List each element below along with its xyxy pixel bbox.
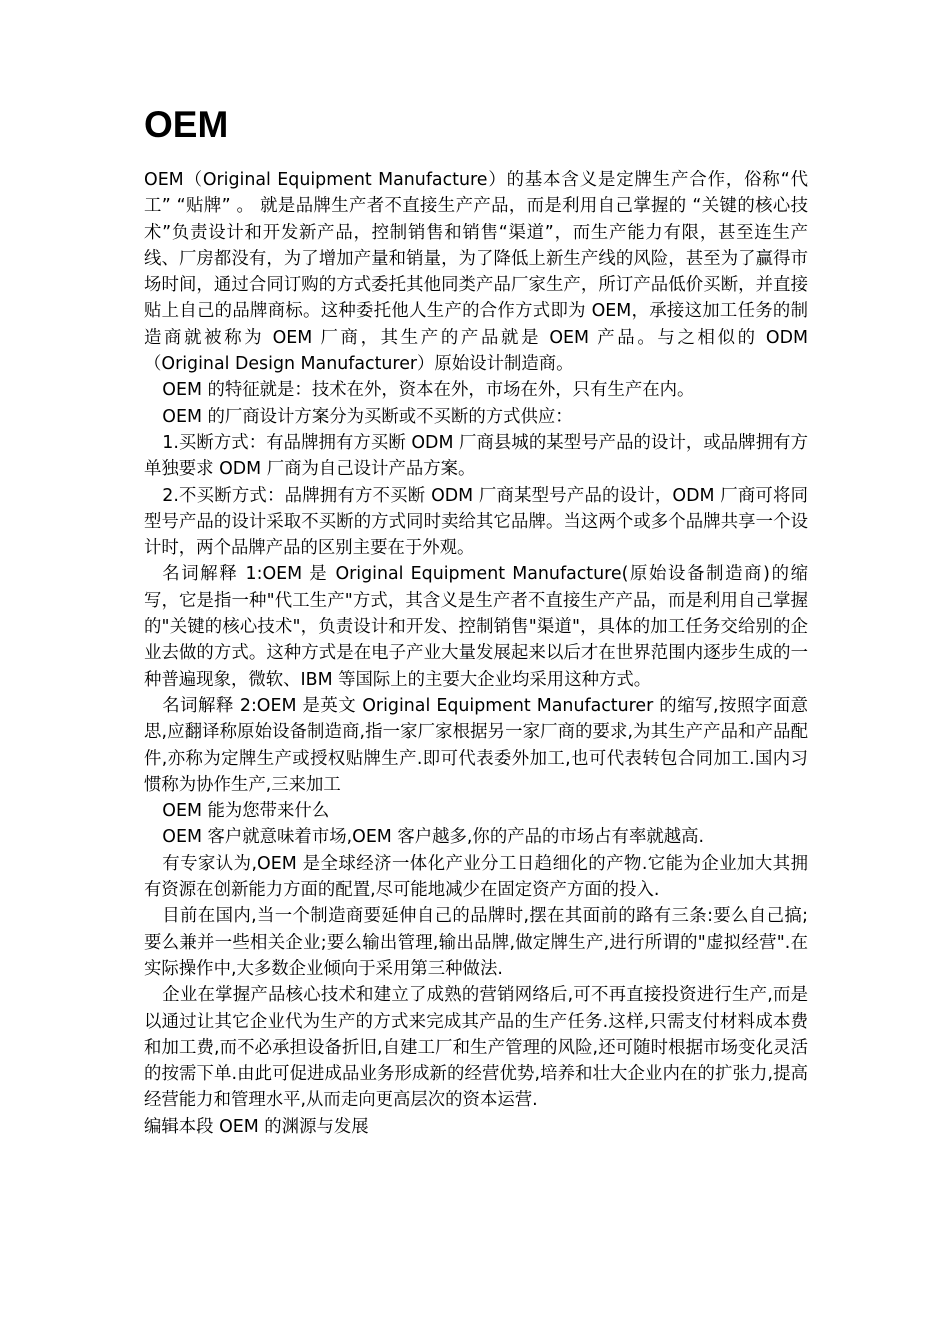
paragraph: 1.买断方式：有品牌拥有方买断 ODM 厂商县城的某型号产品的设计，或品牌拥有方单独要求 ODM 厂商为自己设计产品方案。	[144, 432, 808, 480]
paragraph: OEM 客户就意味着市场,OEM 客户越多,你的产品的市场占有率就越高.	[162, 827, 705, 848]
document-title: OEM	[144, 104, 229, 145]
paragraph: 2.不买断方式：品牌拥有方不买断 ODM 厂商某型号产品的设计，ODM 厂商可将同型号产品的设计采取不买断的方式同时卖给其它品牌。当这两个或多个品牌共享一个设计时，两个品牌产品的区别主要在于外观。	[144, 485, 808, 559]
paragraph: OEM 的厂商设计方案分为买断或不买断的方式供应：	[162, 406, 573, 427]
paragraph: 有专家认为,OEM 是全球经济一体化产业分工日趋细化的产物.它能为企业加大其拥有资源在创新能力方面的配置,尽可能地减少在固定资产方面的投入.	[144, 853, 808, 901]
section-heading[interactable]: 编辑本段 OEM 的渊源与发展	[144, 1116, 369, 1137]
document-body	[144, 167, 808, 1140]
paragraph: OEM 能为您带来什么	[162, 801, 330, 822]
paragraph: 目前在国内,当一个制造商要延伸自己的品牌时,摆在其面前的路有三条:要么自己搞;要么兼并一些相关企业;要么输出管理,输出品牌,做定牌生产,进行所谓的"虚拟经营".在实际操作中,大多数企业倾向于采用第三种做法.	[144, 906, 808, 979]
paragraph: 名词解释 2:OEM 是英文 Original Equipment Manufacturer 的缩写,按照字面意思,应翻译称原始设备制造商,指一家厂家根据另一家厂商的要求,为其生产产品和产品配件,亦称为定牌生产或授权贴牌生产.即可代表委外加工,也可代表转包合同加工.国内习惯称为协作生产,三来加工	[144, 695, 808, 795]
paragraph: OEM 的特征就是：技术在外，资本在外，市场在外，只有生产在内。	[162, 380, 695, 401]
document-page	[144, 100, 808, 1140]
paragraph: 名词解释 1:OEM 是 Original Equipment Manufacture(原始设备制造商)的缩写，它是指一种"代工生产"方式，其含义是生产者不直接生产产品，而是利用自己掌握的"关键的核心技术"，负责设计和开发、控制销售"渠道"，具体的加工任务交给别的企业去做的方式。这种方式是在电子产业大量发展起来以后才在世界范围内逐步生成的一种普遍现象，微软、IBM 等国际上的主要大企业均采用这种方式。	[144, 564, 808, 690]
paragraph: 企业在掌握产品核心技术和建立了成熟的营销网络后,可不再直接投资进行生产,而是以通过让其它企业代为生产的方式来完成其产品的生产任务.这样,只需支付材料成本费和加工费,而不必承担设备折旧,自建工厂和生产管理的风险,还可随时根据市场变化灵活的按需下单.由此可促进成品业务形成新的经营优势,培养和壮大企业内在的扩张力,提高经营能力和管理水平,从而走向更高层次的资本运营.	[144, 985, 808, 1111]
paragraph: OEM（Original Equipment Manufacture）的基本含义是定牌生产合作，俗称“代工” “贴牌” 。 就是品牌生产者不直接生产产品，而是利用自己掌握的 “关键的核心技术”负责设计和开发新产品，控制销售和销售“渠道”，而生产能力有限，甚至连生产线、厂房都没有，为了增加产量和销量，为了降低上新生产线的风险，甚至为了赢得市场时间，通过合同订购的方式委托其他同类产品厂家生产，所订产品低价买断，并直接贴上自己的品牌商标。这种委托他人生产的合作方式即为 OEM，承接这加工任务的制造商就被称为 OEM 厂商，其生产的产品就是 OEM 产品。与之相似的 ODM（Original Design Manufacturer）原始设计制造商。	[144, 170, 808, 375]
